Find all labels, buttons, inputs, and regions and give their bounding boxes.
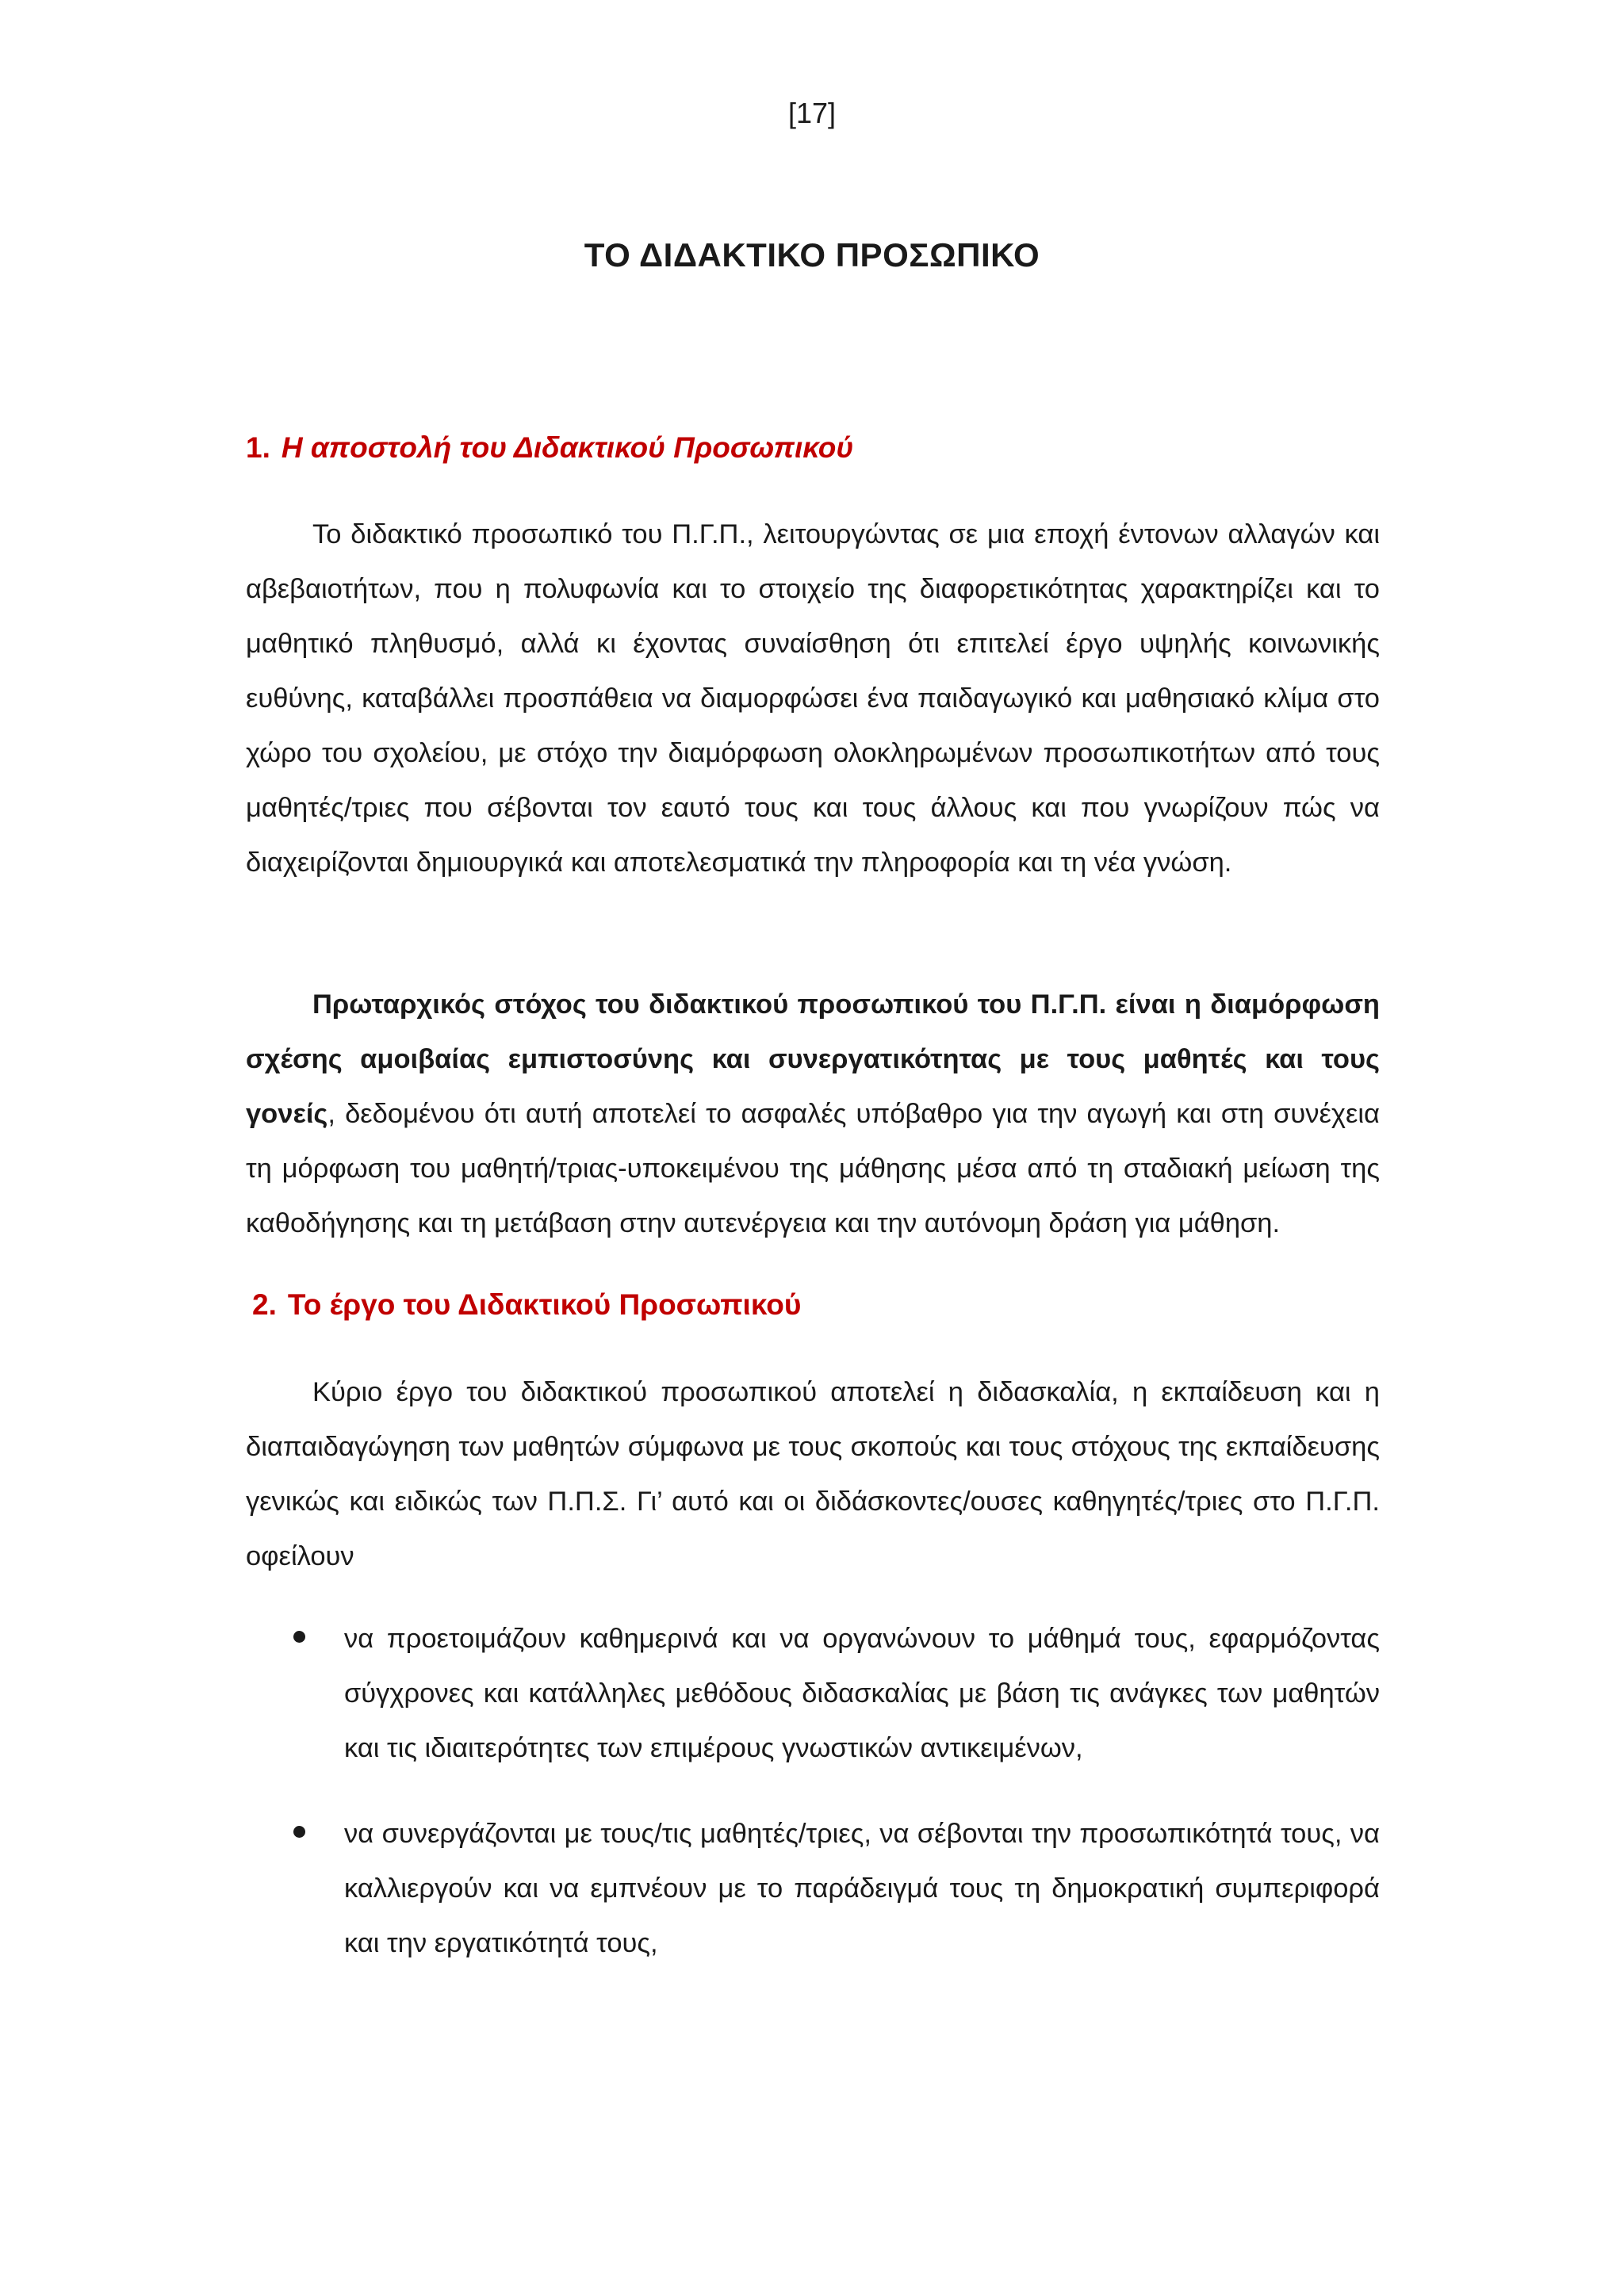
list-item-text: να συνεργάζονται με τους/τις μαθητές/τριες, να σέβονται την προσωπικότητά τους, να καλλιεργούν και να εμπνέουν με το παράδειγμά τους τη δημοκρατική συμπεριφορά και την εργατικότητά τους,	[344, 1819, 1380, 1958]
bullet-icon	[293, 1826, 305, 1838]
section-2-heading	[252, 1288, 801, 1322]
page-title: ΤΟ ΔΙΔΑΚΤΙΚΟ ΠΡΟΣΩΠΙΚΟ	[584, 236, 1040, 274]
bullet-icon	[293, 1631, 305, 1643]
paragraph-continuation: , δεδομένου ότι αυτή αποτελεί το ασφαλές υπόβαθρο για την αγωγή και στη συνέχεια τη μόρφωση του μαθητή/τριας-υποκειμένου της μάθησης μέσα από τη σταδιακή μείωση της καθοδήγησης και τη μετάβαση στην αυτενέργεια και την αυτόνομη δράση για μάθηση.	[246, 1099, 1380, 1238]
paragraph-text: Το διδακτικό προσωπικό του Π.Γ.Π., λειτουργώντας σε μια εποχή έντονων αλλαγών και αβεβαιοτήτων, που η πολυφωνία και το στοιχείο της διαφορετικότητας χαρακτηρίζει και το μαθητικό πληθυσμό, αλλά κι έχοντας συναίσθηση ότι επιτελεί έργο υψηλής κοινωνικής ευθύνης, καταβάλλει προσπάθεια να διαμορφώσει ένα παιδαγωγικό και μαθησιακό κλίμα στο χώρο του σχολείου, με στόχο την διαμόρφωση ολοκληρωμένων προσωπικοτήτων από τους μαθητές/τριες που σέβονται τον εαυτό τους και τους άλλους και που γνωρίζουν πώς να διαχειρίζονται δημιουργικά και αποτελεσματικά την πληροφορία και τη νέα γνώση.	[246, 519, 1380, 878]
section-2-paragraph-1	[246, 1365, 1380, 1584]
list-item-text: να προετοιμάζουν καθημερινά και να οργανώνουν το μάθημά τους, εφαρμόζοντας σύγχρονες και κατάλληλες μεθόδους διδασκαλίας με βάση τις ανάγκες των μαθητών και τις ιδιαιτερότητες των επιμέρους γνωστικών αντικειμένων,	[344, 1624, 1380, 1763]
paragraph-text	[246, 978, 1380, 1251]
duties-list	[246, 1612, 1380, 1776]
list-item	[246, 1807, 1380, 1971]
section-1-paragraph-1	[246, 507, 1380, 890]
paragraph-text: Κύριο έργο του διδακτικού προσωπικού αποτελεί η διδασκαλία, η εκπαίδευση και η διαπαιδαγώγηση των μαθητών σύμφωνα με τους σκοπούς και τους στόχους της εκπαίδευσης γενικώς και ειδικώς των Π.Π.Σ. Γι’ αυτό και οι διδάσκοντες/ουσες καθηγητές/τριες στο Π.Γ.Π. οφείλουν	[246, 1377, 1380, 1571]
emphasis-text: Πρωταρχικός στόχος του διδακτικού προσωπικού του Π.Γ.Π. είναι η διαμόρφωση σχέσης αμοιβαίας εμπιστοσύνης και συνεργατικότητας με τους μαθητές και τους γονείς	[246, 989, 1380, 1129]
section-2-number: 2.	[252, 1288, 277, 1321]
section-1-heading	[246, 431, 853, 465]
list-item	[246, 1612, 1380, 1776]
section-1-number: 1.	[246, 431, 270, 464]
section-1-paragraph-2	[246, 978, 1380, 1251]
section-2-title: Το έργο του Διδακτικού Προσωπικού	[287, 1288, 802, 1321]
section-1-title: Η αποστολή του Διδακτικού Προσωπικού	[281, 431, 854, 464]
page-number: [17]	[787, 97, 837, 129]
duties-list-continued	[246, 1807, 1380, 1971]
